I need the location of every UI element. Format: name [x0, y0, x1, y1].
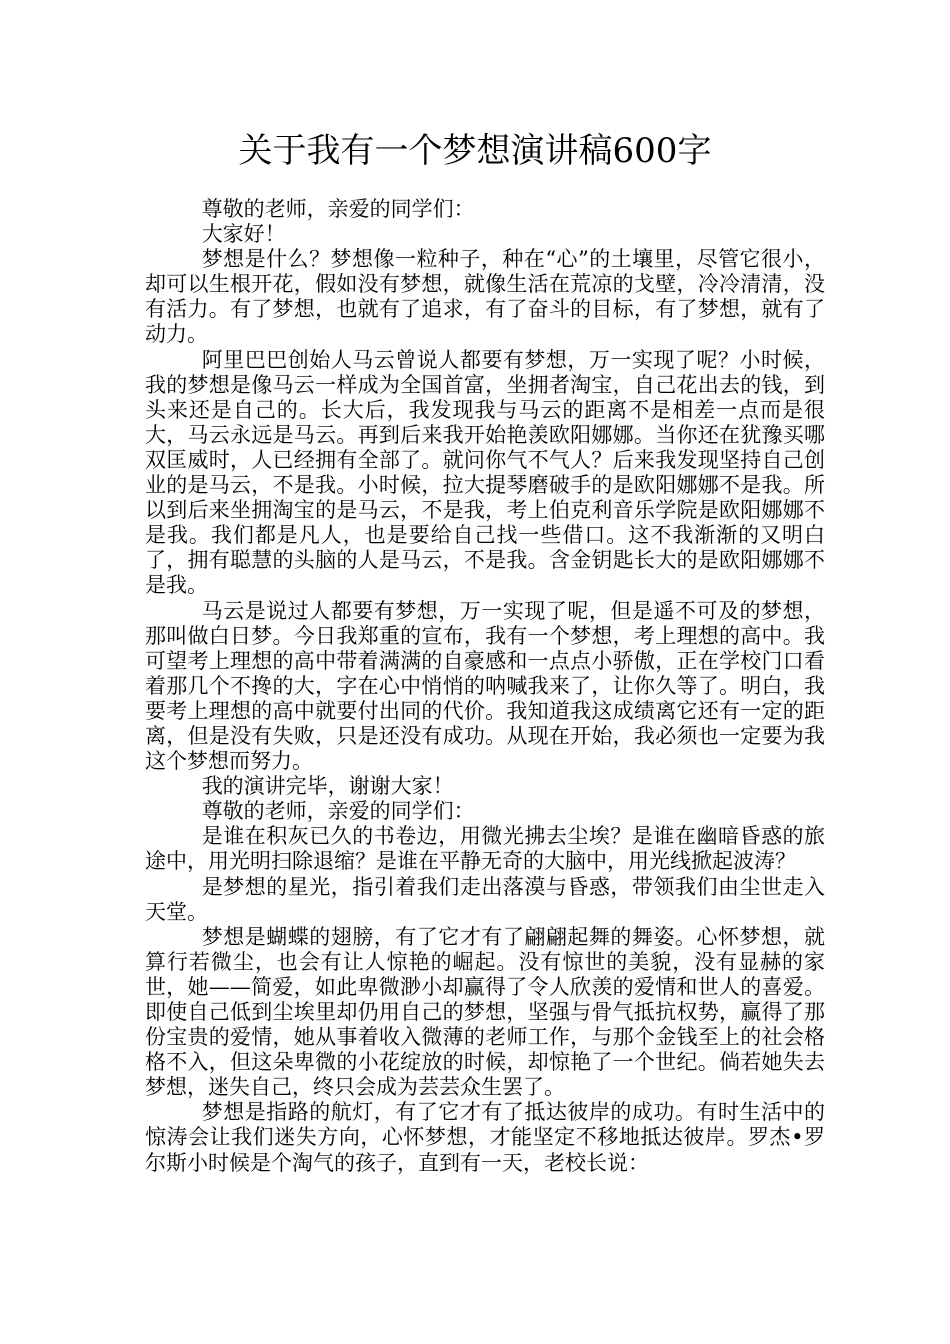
paragraph: 马云是说过人都要有梦想，万一实现了呢，但是遥不可及的梦想，那叫做白日梦。今日我郑重的宣布，我有一个梦想，考上理想的高中。我可望考上理想的高中带着满满的自豪感和一点点小骄傲，正在学校门口看着那几个不搀的大，字在心中悄悄的呐喊我来了，让你久等了。明白，我要考上理想的高中就要付出同的代价。我知道我这成绩离它还有一定的距离，但是没有失败，只是还没有成功。从现在开始，我必须也一定要为我这个梦想而努力。 [145, 598, 825, 774]
document-title: 关于我有一个梦想演讲稿600字 [238, 131, 712, 171]
paragraph: 阿里巴巴创始人马云曾说人都要有梦想，万一实现了呢？小时候，我的梦想是像马云一样成为全国首富，坐拥者淘宝，自己花出去的钱，到头来还是自己的。长大后，我发现我与马云的距离不是相差一点而是很大，马云永远是马云。再到后来我开始艳羡欧阳娜娜。当你还在犹豫买哪双匡威时，人已经拥有全部了。就问你气不气人？后来我发现坚持自己创业的是马云，不是我。小时候，拉大提琴磨破手的是欧阳娜娜不是我。所以到后来坐拥淘宝的是马云，不是我，考上伯克利音乐学院是欧阳娜娜不是我。我们都是凡人，也是要给自己找一些借口。这不我渐渐的又明白了，拥有聪慧的头脑的人是马云，不是我。含金钥匙长大的是欧阳娜娜不是我。 [145, 347, 825, 598]
document-body [145, 197, 825, 1176]
paragraph-salutation: 尊敬的老师，亲爱的同学们： [201, 197, 475, 221]
paragraph-salutation: 尊敬的老师，亲爱的同学们： [201, 799, 475, 824]
paragraph-greeting: 大家好！ [201, 222, 286, 247]
paragraph-closing: 我的演讲完毕，谢谢大家！ [201, 774, 454, 799]
paragraph: 梦想是蝴蝶的翅膀，有了它才有了翩翩起舞的舞姿。心怀梦想，就算行若微尘，也会有让人惊艳的崛起。没有惊世的美貌，没有显赫的家世，她——简爱，如此卑微渺小却赢得了令人欣羡的爱情和世人的喜爱。即使自己低到尘埃里却仍用自己的梦想，坚强与骨气抵抗权势，赢得了那份宝贵的爱情，她从事着收入微薄的老师工作，与那个金钱至上的社会格格不入，但这朵卑微的小花绽放的时候，却惊艳了一个世纪。倘若她失去梦想，迷失自己，终只会成为芸芸众生罢了。 [145, 924, 825, 1100]
paragraph: 梦想是指路的航灯，有了它才有了抵达彼岸的成功。有时生活中的惊涛会让我们迷失方向，心怀梦想，才能坚定不移地抵达彼岸。罗杰•罗尔斯小时候是个淘气的孩子，直到有一天，老校长说： [145, 1100, 825, 1175]
paragraph: 梦想是什么？梦想像一粒种子，种在“心”的土壤里，尽管它很小，却可以生根开花，假如没有梦想，就像生活在荒凉的戈壁，冷冷清清，没有活力。有了梦想，也就有了追求，有了奋斗的目标，有了梦想，就有了动力。 [145, 247, 825, 347]
paragraph: 是梦想的星光，指引着我们走出落漠与昏惑，带领我们由尘世走入天堂。 [145, 874, 825, 924]
paragraph: 是谁在积灰已久的书卷边，用微光拂去尘埃？是谁在幽暗昏惑的旅途中，用光明扫除退缩？是谁在平静无奇的大脑中，用光线掀起波涛？ [145, 824, 825, 874]
